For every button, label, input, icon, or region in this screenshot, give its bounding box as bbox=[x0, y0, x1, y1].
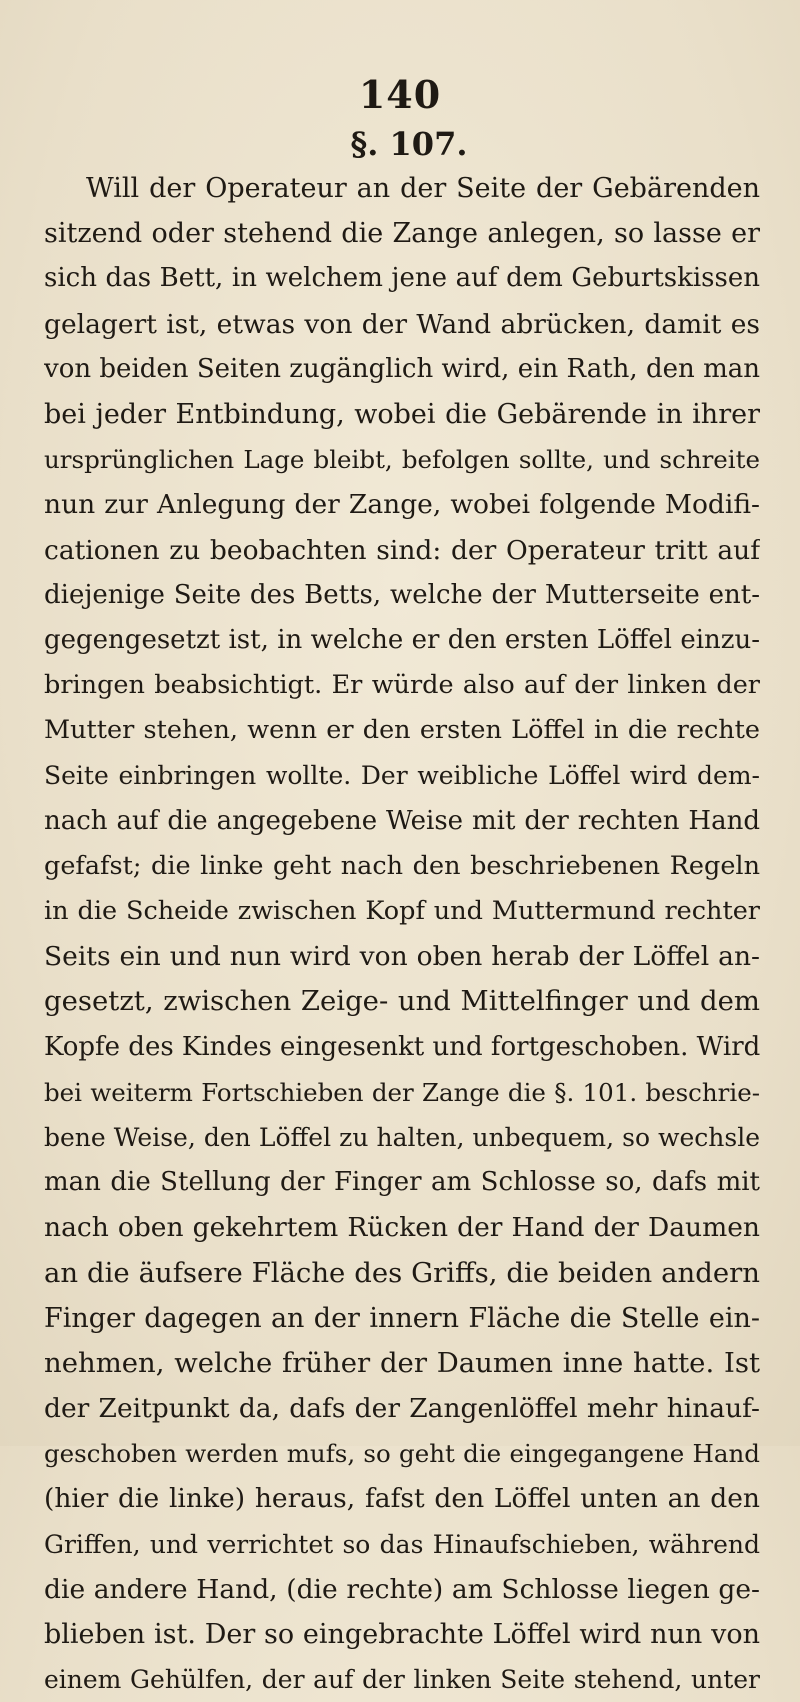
text-line: gefafst; die linke geht nach den beschriebenen Regeln bbox=[44, 850, 760, 881]
text-line: Kopfe des Kindes eingesenkt und fortgeschoben. Wird bbox=[44, 1031, 760, 1062]
text-line: ursprünglichen Lage bleibt, befolgen sollte, und schreite bbox=[44, 445, 760, 475]
text-line: diejenige Seite des Betts, welche der Mutterseite ent- bbox=[44, 579, 760, 610]
text-line: Griffen, und verrichtet so das Hinaufschieben, während bbox=[44, 1529, 760, 1559]
text-line: gelagert ist, etwas von der Wand abrücken, damit es bbox=[44, 308, 760, 340]
text-line: man die Stellung der Finger am Schlosse so, dafs mit bbox=[44, 1167, 760, 1198]
text-line: bei jeder Entbindung, wobei die Gebärende in ihrer bbox=[44, 398, 760, 430]
text-line: bei weiterm Fortschieben der Zange die §. 101. beschrie- bbox=[44, 1077, 760, 1107]
text-line: einem Gehülfen, der auf der linken Seite stehend, unter bbox=[44, 1665, 760, 1695]
text-line: blieben ist. Der so eingebrachte Löffel wird nun von bbox=[44, 1619, 760, 1650]
text-line: bene Weise, den Löffel zu halten, unbequem, so wechsle bbox=[44, 1122, 760, 1152]
text-line: an die äufsere Fläche des Griffs, die beiden andern bbox=[44, 1256, 760, 1289]
page-number: 140 bbox=[358, 72, 442, 117]
text-line: cationen zu beobachten sind: der Operateur tritt auf bbox=[44, 534, 760, 566]
text-line: Seite einbringen wollte. Der weibliche Löffel wird dem- bbox=[44, 761, 760, 791]
text-line: gegengesetzt ist, in welche er den ersten Löffel einzu- bbox=[44, 624, 760, 655]
text-line: (hier die linke) heraus, fafst den Löffel unten an den bbox=[44, 1483, 760, 1515]
section-heading: §. 107. bbox=[350, 125, 468, 163]
body-text bbox=[44, 166, 760, 1702]
text-line: sitzend oder stehend die Zange anlegen, so lasse er bbox=[44, 218, 760, 250]
text-line: nehmen, welche früher der Daumen inne hatte. Ist bbox=[44, 1346, 760, 1379]
text-line: in die Scheide zwischen Kopf und Muttermund rechter bbox=[44, 896, 760, 926]
text-line: nach auf die angegebene Weise mit der rechten Hand bbox=[44, 805, 760, 836]
text-line: geschoben werden mufs, so geht die eingegangene Hand bbox=[44, 1439, 760, 1469]
text-line: nach oben gekehrtem Rücken der Hand der Daumen bbox=[44, 1212, 760, 1244]
text-line: gesetzt, zwischen Zeige- und Mittelfinger und dem bbox=[44, 985, 760, 1018]
text-line: der Zeitpunkt da, dafs der Zangenlöffel mehr hinauf- bbox=[44, 1393, 760, 1425]
text-line: sich das Bett, in welchem jene auf dem Geburtskissen bbox=[44, 263, 760, 294]
text-line: von beiden Seiten zugänglich wird, ein Rath, den man bbox=[44, 353, 760, 384]
text-line: Seits ein und nun wird von oben herab der Löffel an- bbox=[44, 941, 760, 973]
text-line: Will der Operateur an der Seite der Gebärenden bbox=[86, 173, 760, 204]
text-line: nun zur Anlegung der Zange, wobei folgende Modifi- bbox=[44, 489, 760, 521]
text-line: Mutter stehen, wenn er den ersten Löffel in die rechte bbox=[44, 715, 760, 746]
text-line: die andere Hand, (die rechte) am Schlosse liegen ge- bbox=[44, 1573, 760, 1605]
text-line: bringen beabsichtigt. Er würde also auf der linken der bbox=[44, 670, 760, 701]
text-line: Finger dagegen an der innern Fläche die Stelle ein- bbox=[44, 1302, 760, 1334]
